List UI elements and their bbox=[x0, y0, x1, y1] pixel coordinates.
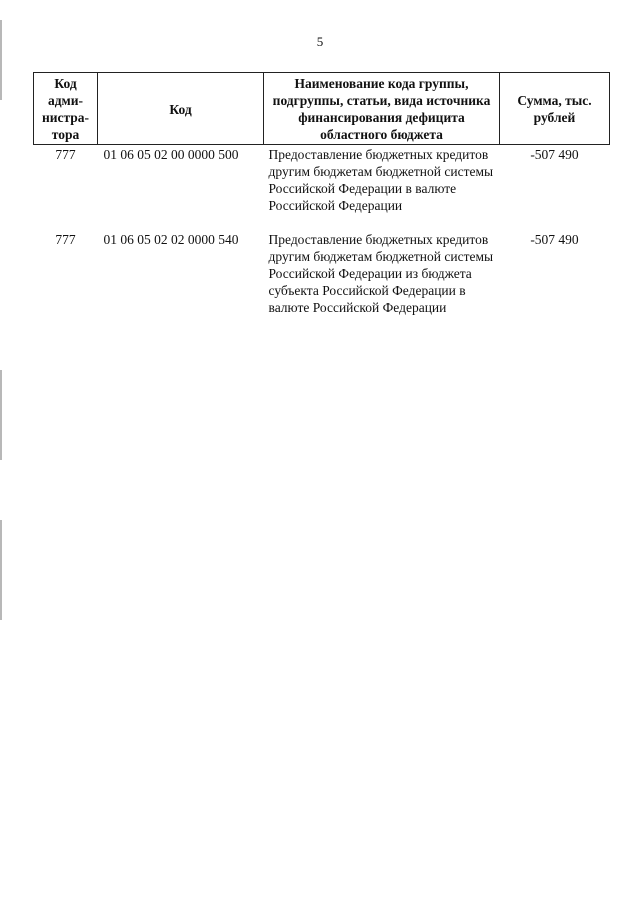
scan-edge-mark-top bbox=[0, 20, 2, 100]
cell-sum: -507 490 bbox=[530, 147, 579, 162]
cell-sum: -507 490 bbox=[530, 232, 579, 247]
row-spacer bbox=[34, 214, 610, 230]
spacer-cell bbox=[34, 214, 610, 230]
table-header-row bbox=[34, 73, 610, 145]
cell-name: Предоставление бюджетных кредитов другим бюджетам бюджетной системы Российской Федерации в валюте Российской Федерации bbox=[268, 147, 494, 213]
table-row bbox=[34, 230, 610, 316]
header-admin-code: Код адми-нистра-тора bbox=[34, 73, 98, 145]
budget-sources-table bbox=[33, 72, 610, 316]
scan-edge-mark-middle bbox=[0, 370, 2, 460]
header-sum: Сумма, тыс. рублей bbox=[500, 73, 610, 145]
cell-admin-code: 777 bbox=[55, 232, 76, 247]
page-number: 5 bbox=[316, 34, 324, 49]
cell-admin-code: 777 bbox=[55, 147, 76, 162]
cell-code: 01 06 05 02 02 0000 540 bbox=[103, 232, 239, 247]
table-row bbox=[34, 145, 610, 215]
scan-edge-mark-lower bbox=[0, 520, 2, 620]
header-code: Код bbox=[98, 73, 264, 145]
cell-code: 01 06 05 02 00 0000 500 bbox=[103, 147, 239, 162]
cell-name: Предоставление бюджетных кредитов другим бюджетам бюджетной системы Российской Федерации из бюджета субъекта Российской Федерации в валюте Российской Федерации bbox=[268, 232, 494, 315]
header-name: Наименование кода группы, подгруппы, статьи, вида источника финансирования дефицита областного бюджета bbox=[264, 73, 500, 145]
